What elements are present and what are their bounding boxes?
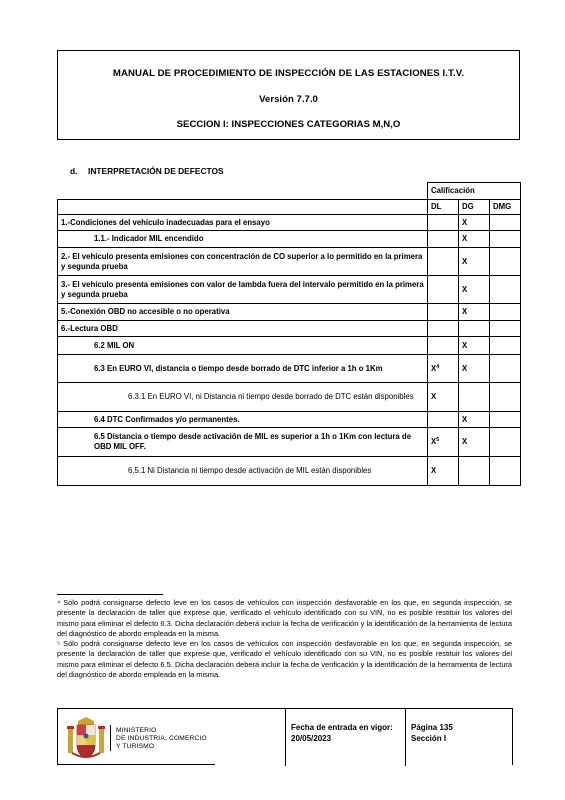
table-row <box>58 248 521 276</box>
section-label: Sección I <box>411 733 447 743</box>
table-row <box>58 337 521 355</box>
dmg-cell <box>490 321 521 337</box>
subsection-text: INTERPRETACIÓN DE DEFECTOS <box>88 166 224 176</box>
dg-cell: X <box>459 276 490 304</box>
column-header-row <box>58 200 521 215</box>
dg-cell: X <box>459 412 490 428</box>
col-header-dg: DG <box>459 200 490 215</box>
dl-cell <box>428 231 459 248</box>
ministry-line-3: Y TURISMO <box>116 742 155 750</box>
ministry-divider <box>110 725 111 751</box>
table-row <box>58 321 521 337</box>
dg-cell: X <box>459 231 490 248</box>
dmg-cell <box>490 383 521 412</box>
ministry-name <box>116 727 207 750</box>
dg-cell <box>459 383 490 412</box>
row-description: 1.-Condiciones del vehículo inadecuadas para el ensayo <box>58 215 428 231</box>
footnote-ref-4: 4 <box>436 363 440 370</box>
row-description: 6.4 DTC Confirmados y/o permanentes. <box>58 412 428 428</box>
row-description: 1.1.- Indicador MIL encendido <box>58 231 428 248</box>
ministry-line-1: MINISTERIO <box>116 727 157 734</box>
ministry-logo-cell <box>58 709 286 766</box>
dmg-cell <box>490 457 521 486</box>
table-row <box>58 304 521 321</box>
dl-cell <box>428 215 459 231</box>
dl-cell <box>428 355 459 383</box>
dmg-cell <box>490 276 521 304</box>
dl-cell <box>428 248 459 276</box>
row-description: 6.3.1 En EURO VI, ni Distancia ni tiempo desde borrado de DTC están disponibles <box>58 383 428 412</box>
calificacion-header-row <box>58 183 521 200</box>
effective-date-label: Fecha de entrada en vigor: <box>291 723 393 732</box>
dmg-cell <box>490 355 521 383</box>
subsection-letter: d. <box>70 166 78 176</box>
table-row <box>58 215 521 231</box>
dg-cell <box>459 457 490 486</box>
section-heading: SECCION I: INSPECCIONES CATEGORIAS M,N,O <box>176 119 401 130</box>
header-desc-cell <box>58 200 428 215</box>
dmg-cell <box>490 215 521 231</box>
table-row <box>58 355 521 383</box>
dl-cell <box>428 337 459 355</box>
col-header-dl: DL <box>428 200 459 215</box>
document-header <box>57 50 520 140</box>
dl-cell <box>428 276 459 304</box>
dg-cell: X <box>459 355 490 383</box>
col-header-dmg: DMG <box>490 200 521 215</box>
dl-cell <box>428 304 459 321</box>
coat-of-arms-icon <box>66 715 106 761</box>
row-description: 3.- El vehículo presenta emisiones con valor de lambda fuera del intervalo permitido en la primera y segunda prueba <box>58 276 428 304</box>
manual-title: MANUAL DE PROCEDIMIENTO DE INSPECCIÓN DE LAS ESTACIONES I.T.V. <box>112 68 465 79</box>
dmg-cell <box>490 412 521 428</box>
footnote-separator <box>57 594 163 595</box>
dg-cell: X <box>459 304 490 321</box>
dl-cell <box>428 428 459 457</box>
table-row <box>58 231 521 248</box>
row-description: 6.2 MIL ON <box>58 337 428 355</box>
row-description: 5.-Conexión OBD no accesible o no operativa <box>58 304 428 321</box>
ministry-line-2: DE INDUSTRIA, COMERCIO <box>116 734 207 742</box>
dg-cell <box>459 321 490 337</box>
dg-cell: X <box>459 248 490 276</box>
footnotes <box>57 598 512 680</box>
dmg-cell <box>490 231 521 248</box>
dl-cell <box>428 412 459 428</box>
table-row <box>58 428 521 457</box>
footnote-4: ⁴ Sólo podrá consignarse defecto leve en los casos de vehículos con inspección desfavorable en los que, en segunda inspección, se presente la declaración de taller que exprese que, verificado el vehículo identificado con su VIN, no es posible restituir los valores del mismo para eliminar el defecto 6.3. Dicha declaración deberá incluir la fecha de verificación y la identificación de la herramienta de lectura del diagnóstico de abordo empleada en la misma. <box>57 598 512 638</box>
row-description: 6.5.1 Ni Distancia ni tiempo desde activación de MIL están disponibles <box>58 457 428 486</box>
page-number: Página 135 <box>411 723 453 732</box>
dmg-cell <box>490 304 521 321</box>
dmg-cell <box>490 428 521 457</box>
defects-table <box>57 182 521 486</box>
page-footer <box>57 708 513 765</box>
table-row <box>58 383 521 412</box>
dmg-cell <box>490 248 521 276</box>
footnote-5: ⁵ Sólo podrá consignarse defecto leve en los casos de vehículos con inspección desfavorable en los que, en segunda inspección, se presente la declaración de taller que exprese que, verificado el vehículo identificado con su VIN, no es posible restituir los valores del mismo para eliminar el defecto 6.5. Dicha declaración deberá incluir la fecha de verificación y la identificación de la herramienta de lectura del diagnóstico de abordo empleada en la misma. <box>57 639 512 680</box>
calificacion-header: Calificación <box>428 183 521 200</box>
dl-mark: X <box>431 437 437 447</box>
dg-cell: X <box>459 215 490 231</box>
version-label: Versión 7.7.0 <box>259 94 318 105</box>
dmg-cell <box>490 337 521 355</box>
row-description: 6.3 En EURO VI, distancia o tiempo desde borrado de DTC inferior a 1h o 1Km <box>58 355 428 383</box>
footer-bottom-rule <box>57 764 215 765</box>
row-description: 6.5 Distancia o tiempo desde activación de MIL es superior a 1h o 1Km con lectura de OBD MIL OFF. <box>58 428 428 457</box>
effective-date-value: 20/05/2023 <box>291 733 332 743</box>
table-row <box>58 457 521 486</box>
blank-cell <box>58 183 428 200</box>
table-row <box>58 276 521 304</box>
dl-cell: X <box>428 457 459 486</box>
footnote-ref-5: 5 <box>436 437 440 444</box>
dl-cell <box>428 321 459 337</box>
dl-mark: X <box>431 363 437 373</box>
table-row <box>58 412 521 428</box>
subsection-title <box>70 166 224 176</box>
row-description: 2.- El vehículo presenta emisiones con concentración de CO superior a lo permitido en la primera y segunda prueba <box>58 248 428 276</box>
dl-cell: X <box>428 383 459 412</box>
effective-date-cell <box>286 709 406 766</box>
page-info-cell <box>406 709 514 766</box>
row-description: 6.-Lectura OBD <box>58 321 428 337</box>
dg-cell: X <box>459 428 490 457</box>
dg-cell: X <box>459 337 490 355</box>
